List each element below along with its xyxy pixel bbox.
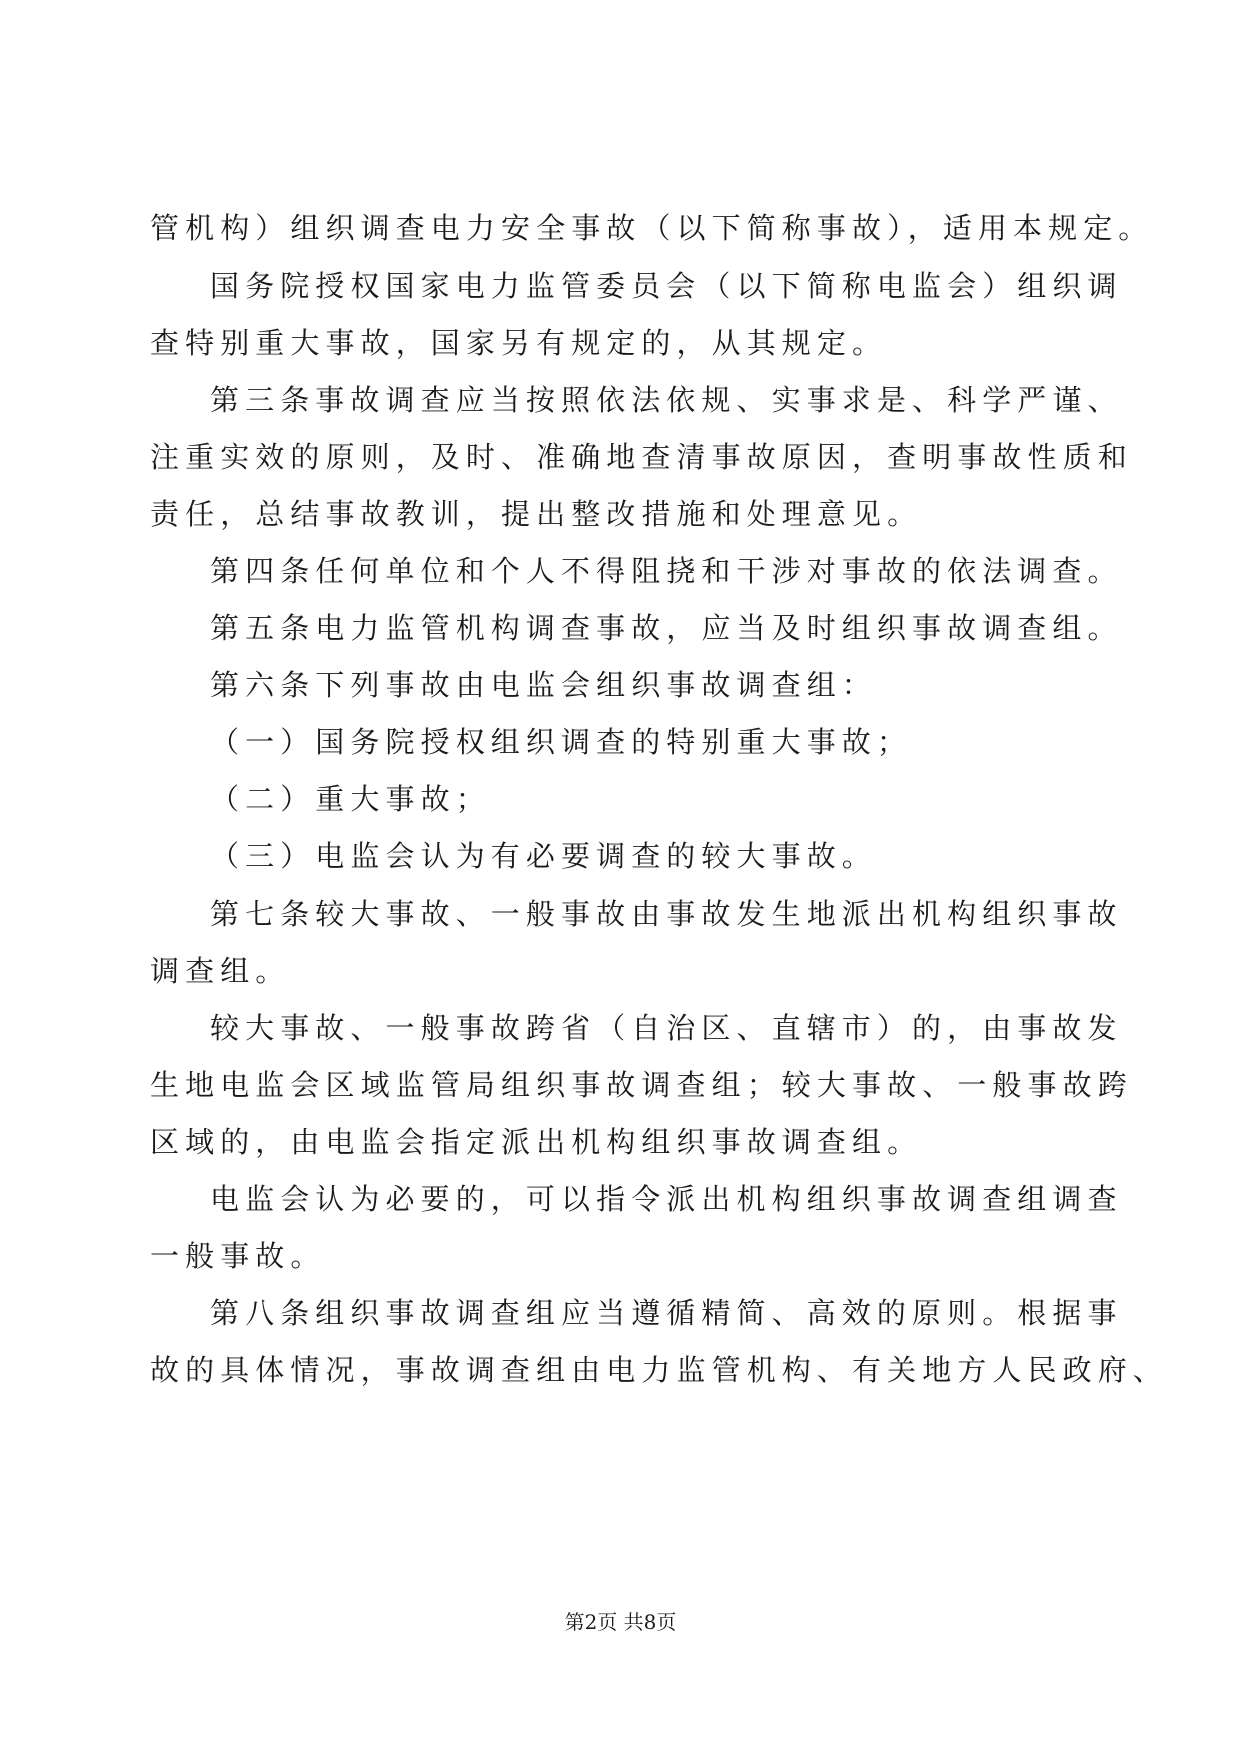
- body-line: 较大事故、一般事故跨省（自治区、直辖市）的，由事故发: [210, 1011, 1123, 1045]
- body-line: 第六条下列事故由电监会组织事故调查组：: [210, 668, 877, 702]
- body-line: 管机构）组织调查电力安全事故（以下简称事故），适用本规定。: [150, 211, 1154, 245]
- body-line: 区域的，由电监会指定派出机构组织事故调查组。: [150, 1125, 923, 1159]
- body-line: 注重实效的原则，及时、准确地查清事故原因，查明事故性质和: [150, 440, 1133, 474]
- body-line: （三）电监会认为有必要调查的较大事故。: [210, 839, 877, 873]
- body-line: 生地电监会区域监管局组织事故调查组；较大事故、一般事故跨: [150, 1068, 1133, 1102]
- body-line: 第四条任何单位和个人不得阻挠和干涉对事故的依法调查。: [210, 554, 1123, 588]
- body-line: 故的具体情况，事故调查组由电力监管机构、有关地方人民政府、: [150, 1353, 1168, 1387]
- body-line: 电监会认为必要的，可以指令派出机构组织事故调查组调查: [210, 1182, 1123, 1216]
- body-line: 查特别重大事故，国家另有规定的，从其规定。: [150, 326, 888, 360]
- body-line: 调查组。: [150, 954, 291, 988]
- body-line: 第七条较大事故、一般事故由事故发生地派出机构组织事故: [210, 897, 1123, 931]
- body-line: 第三条事故调查应当按照依法依规、实事求是、科学严谨、: [210, 383, 1123, 417]
- body-line: 责任，总结事故教训，提出整改措施和处理意见。: [150, 497, 923, 531]
- body-line: （一）国务院授权组织调查的特别重大事故；: [210, 725, 913, 759]
- body-line: （二）重大事故；: [210, 782, 491, 816]
- body-line: 第五条电力监管机构调查事故，应当及时组织事故调查组。: [210, 611, 1123, 645]
- body-line: 第八条组织事故调查组应当遵循精简、高效的原则。根据事: [210, 1296, 1123, 1330]
- body-line: 国务院授权国家电力监管委员会（以下简称电监会）组织调: [210, 269, 1123, 303]
- body-line: 一般事故。: [150, 1239, 326, 1273]
- page-footer: 第2页 共8页: [564, 1610, 677, 1634]
